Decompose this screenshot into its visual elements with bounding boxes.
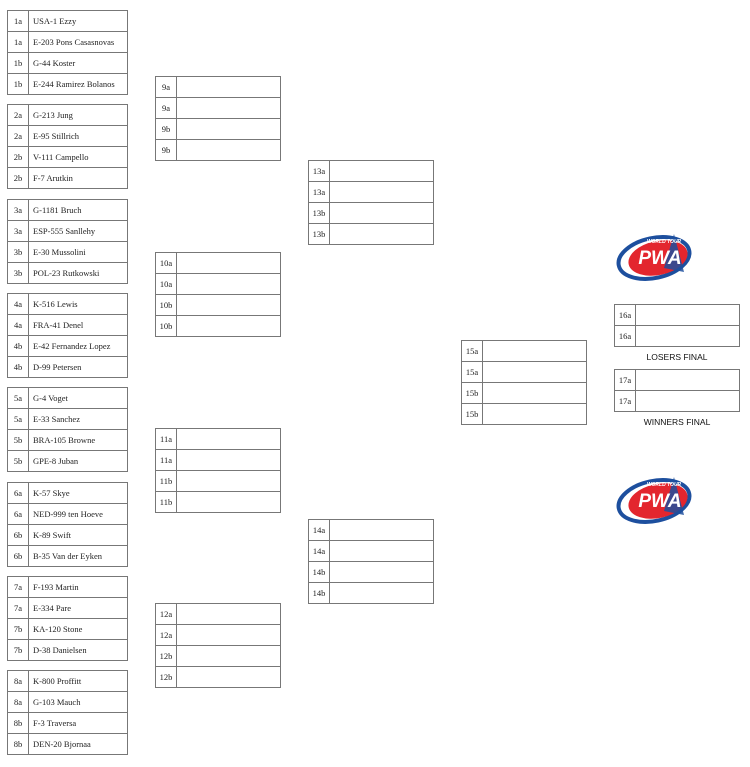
heat-row xyxy=(8,619,128,640)
heat-row xyxy=(8,357,128,378)
rider-name xyxy=(330,203,434,224)
heat-row xyxy=(156,295,281,316)
heat-slot: 15b xyxy=(462,404,483,425)
rider-name: DEN-20 Bjornaa xyxy=(29,734,128,755)
rider-name xyxy=(636,370,740,391)
svg-text:WORLD TOUR: WORLD TOUR xyxy=(646,239,682,245)
rider-name: E-244 Ramirez Bolanos xyxy=(29,74,128,95)
rider-name xyxy=(636,326,740,347)
rider-name: E-33 Sanchez xyxy=(29,409,128,430)
rider-name xyxy=(177,429,281,450)
heat-slot: 4a xyxy=(8,315,29,336)
heat-row xyxy=(8,713,128,734)
heat-row xyxy=(156,119,281,140)
heat-row xyxy=(156,429,281,450)
rider-name: V-111 Campello xyxy=(29,147,128,168)
heat-row xyxy=(8,388,128,409)
heat-slot: 6b xyxy=(8,546,29,567)
heat-slot: 11a xyxy=(156,450,177,471)
heat-slot: 13a xyxy=(309,161,330,182)
svg-text:PWA: PWA xyxy=(638,248,682,269)
rider-name xyxy=(177,274,281,295)
rider-name xyxy=(330,161,434,182)
rider-name: BRA-105 Browne xyxy=(29,430,128,451)
rider-name xyxy=(177,667,281,688)
heat-row xyxy=(309,182,434,203)
rider-name xyxy=(483,404,587,425)
heat-row xyxy=(309,520,434,541)
heat-slot: 5a xyxy=(8,409,29,430)
heat-row xyxy=(8,294,128,315)
heat-4 xyxy=(7,293,128,378)
heat-row xyxy=(8,598,128,619)
rider-name xyxy=(483,341,587,362)
heat-row xyxy=(615,305,740,326)
rider-name: K-89 Swift xyxy=(29,525,128,546)
heat-row xyxy=(8,483,128,504)
rider-name: GPE-8 Juban xyxy=(29,451,128,472)
heat-row xyxy=(462,404,587,425)
rider-name: D-99 Petersen xyxy=(29,357,128,378)
heat-slot: 2b xyxy=(8,168,29,189)
heat-slot: 15a xyxy=(462,341,483,362)
heat-row xyxy=(8,734,128,755)
rider-name: FRA-41 Denel xyxy=(29,315,128,336)
losers-final-heat xyxy=(614,304,740,347)
heat-row xyxy=(8,74,128,95)
svg-text:WORLD TOUR: WORLD TOUR xyxy=(646,482,682,488)
heat-slot: 6b xyxy=(8,525,29,546)
rider-name: G-213 Jung xyxy=(29,105,128,126)
rider-name: E-334 Pare xyxy=(29,598,128,619)
heat-row xyxy=(8,53,128,74)
rider-name: K-516 Lewis xyxy=(29,294,128,315)
heat-6 xyxy=(7,482,128,567)
heat-row xyxy=(8,409,128,430)
rider-name xyxy=(177,625,281,646)
rider-name xyxy=(177,316,281,337)
heat-row xyxy=(156,625,281,646)
heat-slot: 2a xyxy=(8,126,29,147)
rider-name xyxy=(177,98,281,119)
winners-final-label: WINNERS FINAL xyxy=(643,417,711,427)
heat-15 xyxy=(461,340,587,425)
heat-row xyxy=(8,147,128,168)
heat-row xyxy=(462,341,587,362)
rider-name xyxy=(177,450,281,471)
rider-name xyxy=(177,253,281,274)
heat-row xyxy=(615,326,740,347)
rider-name: F-193 Martin xyxy=(29,577,128,598)
heat-row xyxy=(8,242,128,263)
rider-name xyxy=(177,77,281,98)
heat-slot: 1b xyxy=(8,53,29,74)
heat-row xyxy=(8,692,128,713)
heat-slot: 13b xyxy=(309,203,330,224)
heat-row xyxy=(8,32,128,53)
heat-row xyxy=(309,562,434,583)
rider-name xyxy=(330,583,434,604)
heat-row xyxy=(462,362,587,383)
heat-slot: 1b xyxy=(8,74,29,95)
heat-slot: 3a xyxy=(8,200,29,221)
rider-name xyxy=(177,646,281,667)
heat-8 xyxy=(7,670,128,755)
rider-name: B-35 Van der Eyken xyxy=(29,546,128,567)
heat-slot: 14a xyxy=(309,541,330,562)
heat-row xyxy=(156,667,281,688)
heat-slot: 8b xyxy=(8,734,29,755)
heat-slot: 3b xyxy=(8,242,29,263)
rider-name: NED-999 ten Hoeve xyxy=(29,504,128,525)
heat-row xyxy=(8,451,128,472)
heat-slot: 10b xyxy=(156,316,177,337)
heat-row xyxy=(156,77,281,98)
heat-2 xyxy=(7,104,128,189)
heat-row xyxy=(8,168,128,189)
heat-slot: 15b xyxy=(462,383,483,404)
heat-row xyxy=(8,11,128,32)
rider-name xyxy=(330,224,434,245)
rider-name: POL-23 Rutkowski xyxy=(29,263,128,284)
rider-name xyxy=(177,604,281,625)
heat-slot: 4a xyxy=(8,294,29,315)
heat-slot: 7a xyxy=(8,577,29,598)
heat-slot: 8a xyxy=(8,692,29,713)
heat-row xyxy=(615,391,740,412)
heat-slot: 11a xyxy=(156,429,177,450)
heat-slot: 7a xyxy=(8,598,29,619)
heat-slot: 13a xyxy=(309,182,330,203)
losers-final-label: LOSERS FINAL xyxy=(646,352,708,362)
heat-row xyxy=(156,450,281,471)
heat-slot: 9b xyxy=(156,119,177,140)
heat-slot: 5a xyxy=(8,388,29,409)
rider-name: K-57 Skye xyxy=(29,483,128,504)
heat-slot: 7b xyxy=(8,619,29,640)
heat-slot: 9b xyxy=(156,140,177,161)
heat-row xyxy=(156,140,281,161)
rider-name: G-4 Voget xyxy=(29,388,128,409)
heat-row xyxy=(156,98,281,119)
heat-slot: 9a xyxy=(156,98,177,119)
heat-slot: 17a xyxy=(615,370,636,391)
rider-name xyxy=(177,140,281,161)
heat-row xyxy=(462,383,587,404)
heat-row xyxy=(8,105,128,126)
rider-name xyxy=(483,362,587,383)
heat-slot: 11b xyxy=(156,492,177,513)
heat-slot: 16a xyxy=(615,326,636,347)
heat-row xyxy=(8,221,128,242)
heat-row xyxy=(8,546,128,567)
rider-name: K-800 Proffitt xyxy=(29,671,128,692)
heat-slot: 3a xyxy=(8,221,29,242)
heat-slot: 14b xyxy=(309,562,330,583)
heat-row xyxy=(156,492,281,513)
heat-slot: 16a xyxy=(615,305,636,326)
heat-slot: 8b xyxy=(8,713,29,734)
rider-name xyxy=(177,471,281,492)
rider-name xyxy=(636,391,740,412)
heat-row xyxy=(8,336,128,357)
heat-slot: 12a xyxy=(156,604,177,625)
heat-slot: 10a xyxy=(156,253,177,274)
heat-slot: 15a xyxy=(462,362,483,383)
heat-row xyxy=(156,274,281,295)
rider-name: F-3 Traversa xyxy=(29,713,128,734)
heat-slot: 12b xyxy=(156,667,177,688)
rider-name: KA-120 Stone xyxy=(29,619,128,640)
heat-slot: 2a xyxy=(8,105,29,126)
heat-row xyxy=(309,583,434,604)
heat-slot: 17a xyxy=(615,391,636,412)
heat-13 xyxy=(308,160,434,245)
heat-1 xyxy=(7,10,128,95)
heat-slot: 5b xyxy=(8,430,29,451)
heat-row xyxy=(8,504,128,525)
heat-row xyxy=(156,604,281,625)
rider-name: F-7 Arutkin xyxy=(29,168,128,189)
heat-row xyxy=(8,640,128,661)
heat-10 xyxy=(155,252,281,337)
heat-row xyxy=(8,315,128,336)
heat-row xyxy=(8,126,128,147)
heat-row xyxy=(309,161,434,182)
heat-slot: 4b xyxy=(8,357,29,378)
heat-9 xyxy=(155,76,281,161)
pwa-logo xyxy=(614,228,702,284)
heat-row xyxy=(156,316,281,337)
heat-row xyxy=(8,200,128,221)
heat-row xyxy=(8,671,128,692)
heat-3 xyxy=(7,199,128,284)
pwa-logo xyxy=(614,471,702,527)
heat-7 xyxy=(7,576,128,661)
rider-name: E-95 Stillrich xyxy=(29,126,128,147)
heat-row xyxy=(615,370,740,391)
heat-slot: 1a xyxy=(8,11,29,32)
heat-slot: 14b xyxy=(309,583,330,604)
heat-row xyxy=(156,646,281,667)
heat-slot: 5b xyxy=(8,451,29,472)
rider-name: E-30 Mussolini xyxy=(29,242,128,263)
heat-row xyxy=(8,525,128,546)
heat-slot: 10a xyxy=(156,274,177,295)
heat-slot: 6a xyxy=(8,504,29,525)
rider-name xyxy=(330,182,434,203)
heat-slot: 10b xyxy=(156,295,177,316)
heat-row xyxy=(309,541,434,562)
heat-12 xyxy=(155,603,281,688)
heat-row xyxy=(8,430,128,451)
rider-name: E-203 Pons Casasnovas xyxy=(29,32,128,53)
heat-row xyxy=(8,263,128,284)
rider-name: G-44 Koster xyxy=(29,53,128,74)
heat-row xyxy=(156,471,281,492)
heat-slot: 11b xyxy=(156,471,177,492)
rider-name xyxy=(177,492,281,513)
heat-slot: 8a xyxy=(8,671,29,692)
rider-name: USA-1 Ezzy xyxy=(29,11,128,32)
heat-row xyxy=(8,577,128,598)
rider-name xyxy=(177,295,281,316)
rider-name: G-103 Mauch xyxy=(29,692,128,713)
rider-name xyxy=(330,520,434,541)
heat-slot: 9a xyxy=(156,77,177,98)
rider-name xyxy=(636,305,740,326)
rider-name xyxy=(330,562,434,583)
heat-slot: 2b xyxy=(8,147,29,168)
heat-slot: 13b xyxy=(309,224,330,245)
heat-14 xyxy=(308,519,434,604)
heat-slot: 12a xyxy=(156,625,177,646)
svg-text:PWA: PWA xyxy=(638,491,682,512)
heat-row xyxy=(309,224,434,245)
rider-name: E-42 Fernandez Lopez xyxy=(29,336,128,357)
heat-slot: 1a xyxy=(8,32,29,53)
heat-row xyxy=(309,203,434,224)
rider-name xyxy=(483,383,587,404)
heat-slot: 4b xyxy=(8,336,29,357)
rider-name: ESP-555 Sanllehy xyxy=(29,221,128,242)
heat-slot: 3b xyxy=(8,263,29,284)
rider-name: G-1181 Bruch xyxy=(29,200,128,221)
heat-slot: 14a xyxy=(309,520,330,541)
winners-final-heat xyxy=(614,369,740,412)
heat-slot: 6a xyxy=(8,483,29,504)
heat-slot: 12b xyxy=(156,646,177,667)
heat-11 xyxy=(155,428,281,513)
rider-name xyxy=(330,541,434,562)
heat-row xyxy=(156,253,281,274)
heat-slot: 7b xyxy=(8,640,29,661)
rider-name: D-38 Danielsen xyxy=(29,640,128,661)
rider-name xyxy=(177,119,281,140)
heat-5 xyxy=(7,387,128,472)
